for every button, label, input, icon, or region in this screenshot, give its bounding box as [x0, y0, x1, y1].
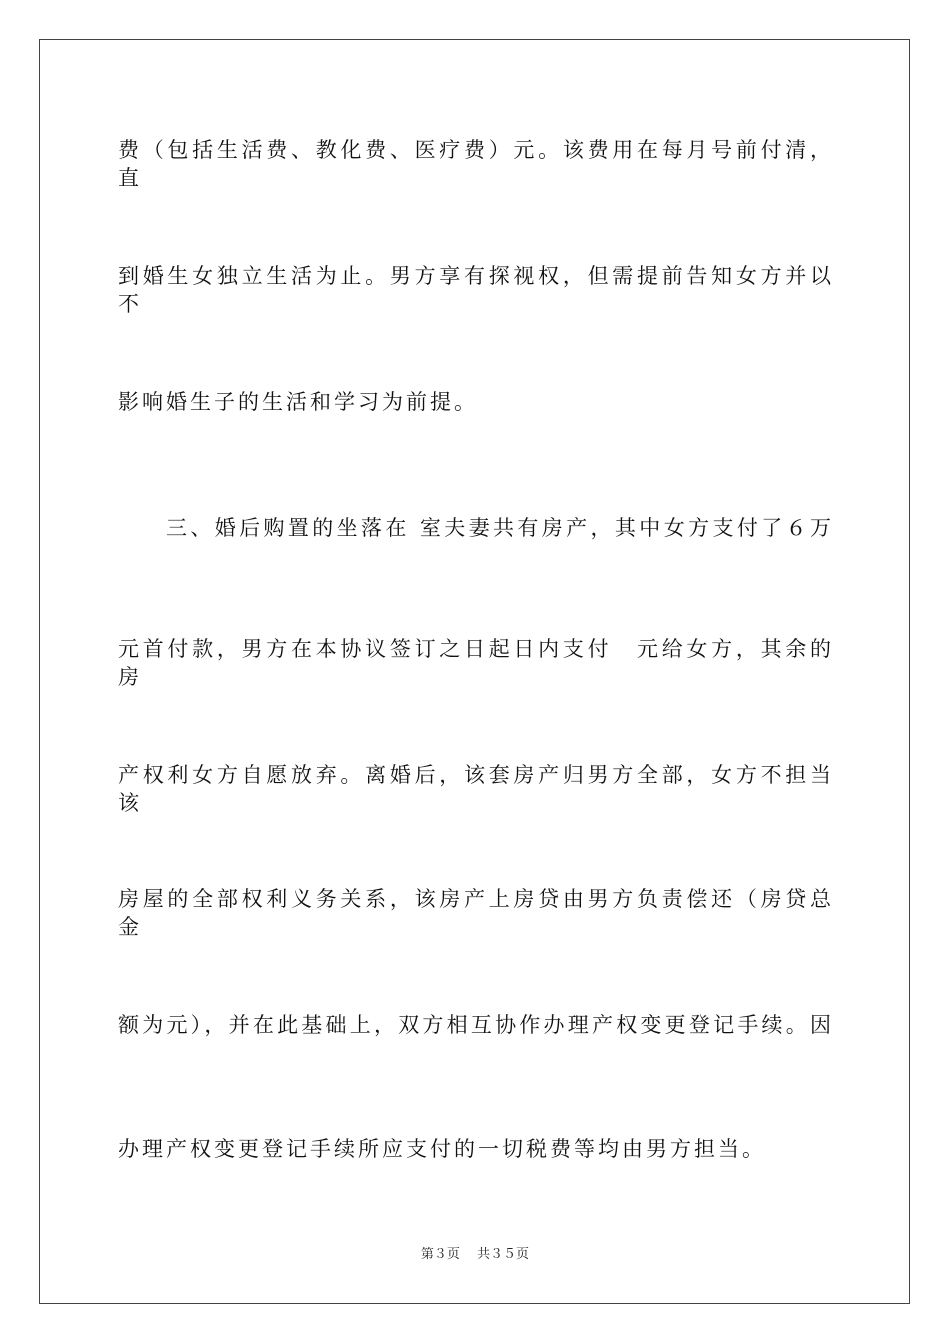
body-line-5: 元首付款，男方在本协议签订之日起日内支付 元给女方，其余的房 [118, 637, 834, 689]
body-line-4: 三、婚后购置的坐落在 室夫妻共有房产，其中女方支付了６万 [166, 516, 834, 540]
body-line-3: 影响婚生子的生活和学习为前提。 [118, 390, 478, 414]
page-number-footer: 第３页 共３５页 [420, 1247, 530, 1262]
body-line-7: 房屋的全部权利义务关系，该房产上房贷由男方负责偿还（房贷总金 [118, 887, 834, 939]
body-line-6: 产权利女方自愿放弃。离婚后，该套房产归男方全部，女方不担当该 [118, 763, 834, 815]
body-line-1: 费（包括生活费、教化费、医疗费）元。该费用在每月号前付清，直 [118, 138, 834, 190]
body-line-9: 办理产权变更登记手续所应支付的一切税费等均由男方担当。 [118, 1137, 766, 1161]
body-line-8: 额为元），并在此基础上，双方相互协作办理产权变更登记手续。因 [118, 1013, 834, 1037]
body-line-2: 到婚生女独立生活为止。男方享有探视权，但需提前告知女方并以不 [118, 264, 834, 316]
